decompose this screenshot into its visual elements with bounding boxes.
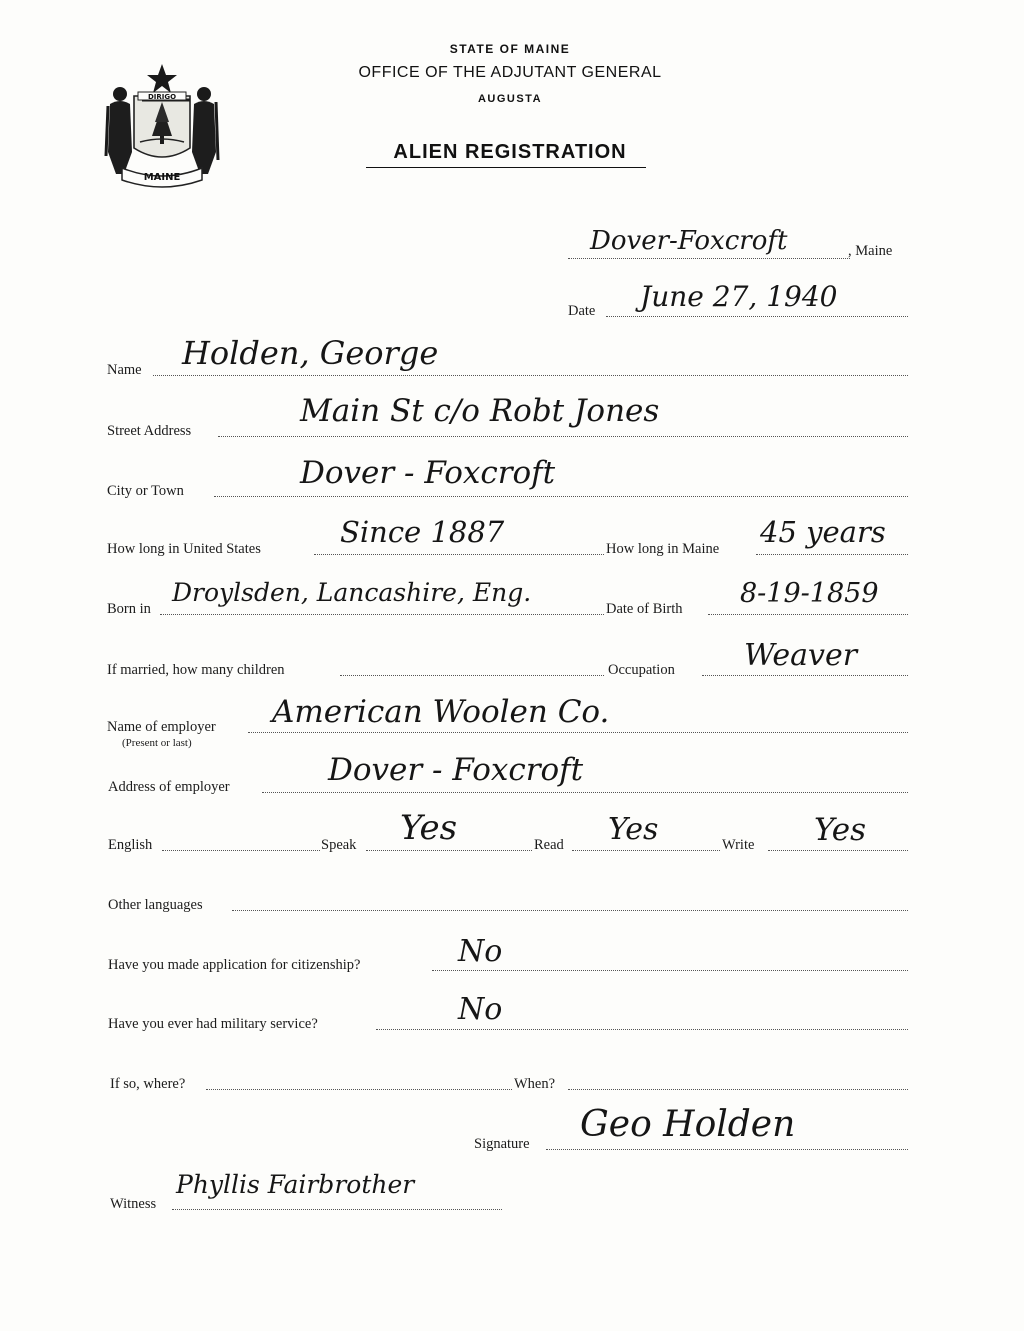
how-long-maine-line	[756, 554, 908, 555]
other-languages-label: Other languages	[108, 897, 203, 913]
street-value: Main St c/o Robt Jones	[300, 393, 660, 429]
witness-line	[172, 1209, 502, 1210]
citizenship-value: No	[458, 934, 503, 969]
date-of-birth-label: Date of Birth	[606, 601, 683, 617]
place-value: Dover-Foxcroft	[590, 226, 788, 256]
read-value: Yes	[608, 812, 659, 847]
employer-address-value: Dover - Foxcroft	[328, 752, 584, 788]
how-long-us-value: Since 1887	[340, 515, 505, 549]
maine-label: , Maine	[848, 243, 893, 259]
military-line	[376, 1029, 908, 1030]
city-label: City or Town	[107, 483, 184, 499]
date-of-birth-value: 8-19-1859	[740, 578, 879, 609]
speak-value: Yes	[400, 808, 458, 848]
military-label: Have you ever had military service?	[108, 1016, 318, 1032]
seal-motto: DIRIGO	[147, 93, 177, 101]
form-title: ALIEN REGISTRATION	[393, 141, 627, 163]
where-label: If so, where?	[110, 1076, 186, 1092]
signature-line	[546, 1149, 908, 1150]
children-line	[340, 675, 604, 676]
name-value: Holden, George	[182, 334, 439, 372]
date-of-birth-line	[708, 614, 908, 615]
when-line	[568, 1089, 908, 1090]
title-underline	[366, 167, 646, 168]
name-label: Name	[107, 362, 142, 378]
where-line	[206, 1089, 512, 1090]
witness-value: Phyllis Fairbrother	[176, 1170, 415, 1199]
employer-address-line	[262, 792, 908, 793]
born-in-value: Droylsden, Lancashire, Eng.	[172, 578, 532, 607]
born-in-label: Born in	[107, 601, 151, 617]
occupation-label: Occupation	[608, 662, 675, 678]
street-label: Street Address	[107, 423, 192, 439]
occupation-value: Weaver	[744, 638, 858, 673]
how-long-maine-value: 45 years	[760, 515, 886, 549]
date-line	[606, 316, 908, 317]
write-label: Write	[722, 837, 755, 853]
read-label: Read	[534, 837, 564, 853]
speak-line	[366, 850, 532, 851]
citizenship-line	[432, 970, 908, 971]
citizenship-label: Have you made application for citizenship?	[108, 957, 361, 973]
write-value: Yes	[814, 812, 867, 848]
how-long-maine-label: How long in Maine	[606, 541, 720, 557]
date-value: June 27, 1940	[640, 280, 838, 313]
english-line	[162, 850, 320, 851]
header-city: AUGUSTA	[477, 93, 543, 105]
seal-banner: MAINE	[143, 172, 181, 183]
employer-value: American Woolen Co.	[272, 694, 610, 730]
write-line	[768, 850, 908, 851]
place-line	[568, 258, 850, 259]
english-label: English	[108, 837, 153, 853]
employer-line	[248, 732, 908, 733]
signature-label: Signature	[474, 1136, 530, 1152]
children-label: If married, how many children	[107, 662, 285, 678]
city-line	[214, 496, 908, 497]
employer-address-label: Address of employer	[108, 779, 230, 795]
header-state: STATE OF MAINE	[449, 42, 571, 56]
when-label: When?	[514, 1076, 556, 1092]
name-line	[153, 375, 908, 376]
read-line	[572, 850, 720, 851]
header-office: OFFICE OF THE ADJUTANT GENERAL	[358, 64, 662, 81]
other-languages-line	[232, 910, 908, 911]
employer-label: Name of employer	[107, 719, 216, 735]
street-line	[218, 436, 908, 437]
employer-note: (Present or last)	[122, 737, 192, 749]
speak-label: Speak	[321, 837, 357, 853]
how-long-us-label: How long in United States	[107, 541, 261, 557]
witness-label: Witness	[110, 1196, 157, 1212]
how-long-us-line	[314, 554, 604, 555]
signature-value: Geo Holden	[580, 1104, 796, 1145]
occupation-line	[702, 675, 908, 676]
date-label: Date	[568, 303, 596, 319]
born-in-line	[160, 614, 604, 615]
city-value: Dover - Foxcroft	[300, 455, 556, 491]
maine-state-seal	[104, 56, 220, 188]
military-value: No	[458, 992, 503, 1027]
